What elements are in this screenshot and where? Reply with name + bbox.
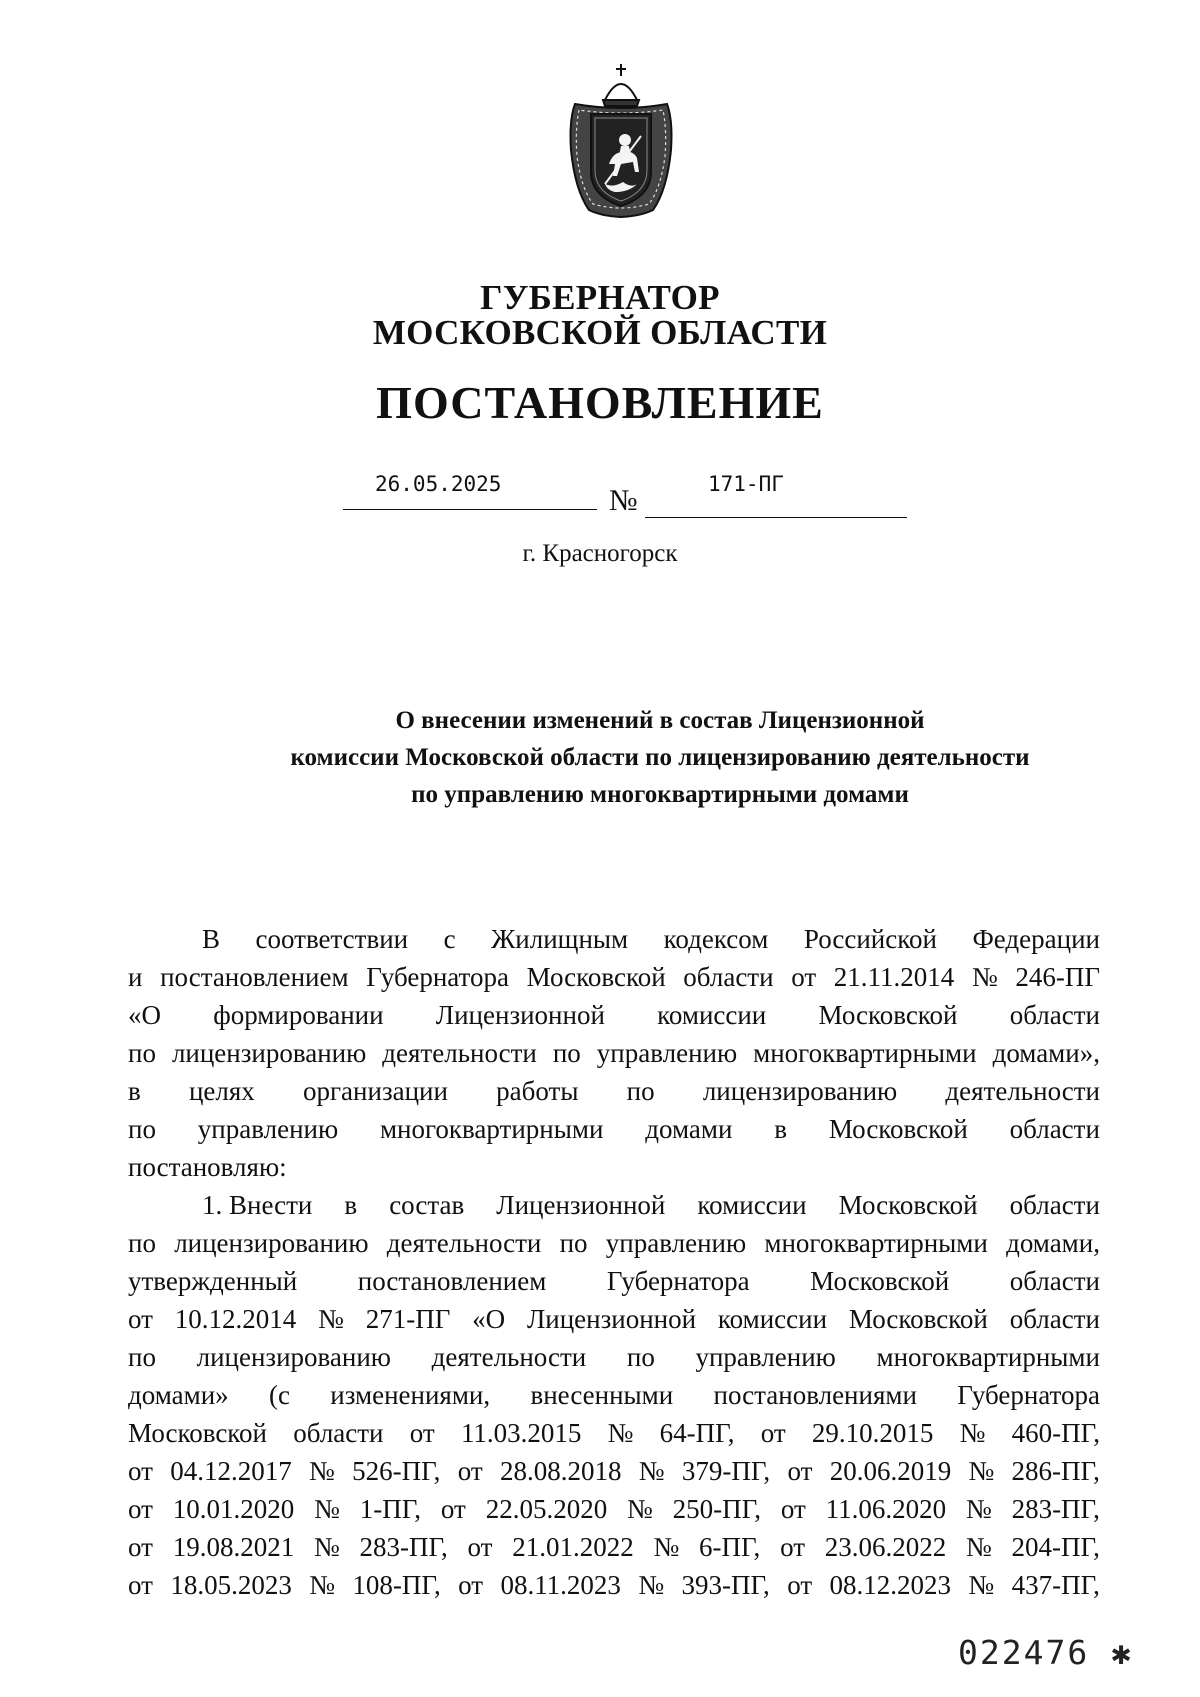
body-word: 437-ПГ, xyxy=(1011,1570,1100,1600)
body-word: деятельности xyxy=(431,1342,587,1372)
body-word: по xyxy=(128,1342,156,1372)
body-word: лицензированию xyxy=(174,1228,369,1258)
body-word: 18.05.2023 xyxy=(170,1570,292,1600)
body-word: «О xyxy=(128,1000,161,1030)
body-word: (с xyxy=(268,1380,290,1410)
body-word: управлению xyxy=(695,1342,836,1372)
body-word: 250-ПГ, xyxy=(672,1494,761,1524)
body-word: по xyxy=(559,1228,588,1258)
body-word: по xyxy=(128,1114,156,1144)
body-word: от xyxy=(787,1456,813,1486)
body-word: 283-ПГ, xyxy=(1011,1494,1100,1524)
body-word: Губернатора xyxy=(957,1380,1100,1410)
body-word: Московской xyxy=(526,962,666,992)
body-word: от xyxy=(780,1532,806,1562)
body-line xyxy=(128,1148,1100,1186)
body-line xyxy=(128,1072,1100,1110)
body-word: 460-ПГ, xyxy=(1011,1418,1100,1448)
body-word: 19.08.2021 xyxy=(172,1532,295,1562)
body-word: многоквартирными xyxy=(379,1114,604,1144)
body-line xyxy=(128,1262,1100,1300)
body-word: 526-ПГ, xyxy=(352,1456,441,1486)
body-word: от xyxy=(458,1570,484,1600)
body-line xyxy=(128,1110,1100,1148)
body-word: № xyxy=(653,1532,680,1562)
serial-number: 022476 ✱ xyxy=(958,1633,1133,1672)
body-word: Лицензионной xyxy=(526,1304,697,1334)
body-word: лицензированию xyxy=(196,1342,391,1372)
body-word: от xyxy=(128,1532,153,1562)
document-body xyxy=(128,920,1100,1604)
body-word: 23.06.2022 xyxy=(824,1532,947,1562)
body-word: Лицензионной xyxy=(435,1000,605,1030)
body-word: в xyxy=(128,1076,141,1106)
body-word: Российской xyxy=(803,924,937,954)
body-word: формировании xyxy=(213,1000,384,1030)
body-word: области xyxy=(1009,1266,1100,1296)
body-word: в xyxy=(774,1114,787,1144)
body-word: 1. Внести xyxy=(202,1190,313,1220)
body-word: Московской xyxy=(828,1114,968,1144)
document-type: ПОСТАНОВЛЕНИЕ xyxy=(376,377,824,428)
date-underline xyxy=(343,509,597,510)
body-word: № xyxy=(627,1494,653,1524)
body-word: области xyxy=(1009,1304,1100,1334)
body-line xyxy=(128,1338,1100,1376)
body-word: управлению xyxy=(605,1228,747,1258)
body-word: комиссии xyxy=(717,1304,828,1334)
body-word: соответствии xyxy=(255,924,409,954)
body-word: 11.03.2015 xyxy=(460,1418,582,1448)
moscow-oblast-coat-of-arms-icon xyxy=(561,60,681,220)
body-word: по xyxy=(128,1038,156,1068)
body-word: 393-ПГ, xyxy=(681,1570,770,1600)
body-word: 20.06.2019 xyxy=(829,1456,952,1486)
body-line xyxy=(128,1034,1100,1072)
body-word: № xyxy=(313,1532,340,1562)
body-word: от xyxy=(760,1418,786,1448)
body-word: № xyxy=(607,1418,634,1448)
body-word: 1-ПГ, xyxy=(359,1494,422,1524)
body-line xyxy=(128,1376,1100,1414)
body-word: комиссии xyxy=(657,1000,767,1030)
body-word: № xyxy=(968,1456,995,1486)
body-word: № xyxy=(638,1456,665,1486)
body-word: по xyxy=(626,1342,655,1372)
body-word: 21.11.2014 xyxy=(833,962,955,992)
body-line xyxy=(128,996,1100,1034)
body-word: Жилищным xyxy=(491,924,629,954)
body-word: многоквартирными xyxy=(764,1228,988,1258)
body-word: 11.06.2020 xyxy=(825,1494,947,1524)
body-line xyxy=(128,1224,1100,1262)
body-word: 08.11.2023 xyxy=(500,1570,621,1600)
body-line xyxy=(128,958,1100,996)
body-word: организации xyxy=(302,1076,448,1106)
body-word: домами, xyxy=(1006,1228,1100,1258)
body-word: постановлением xyxy=(160,962,349,992)
body-word: Федерации xyxy=(972,924,1100,954)
body-word: домами», xyxy=(992,1038,1100,1068)
body-word: 22.05.2020 xyxy=(485,1494,608,1524)
body-word: от xyxy=(440,1494,466,1524)
body-word: от xyxy=(467,1532,493,1562)
body-word: деятельности xyxy=(945,1076,1100,1106)
body-word: области xyxy=(1009,1000,1100,1030)
body-word: области xyxy=(1009,1114,1100,1144)
body-word: и xyxy=(128,962,143,992)
body-word: утвержденный xyxy=(128,1266,298,1296)
body-word: от xyxy=(128,1456,153,1486)
body-word: от xyxy=(128,1570,153,1600)
document-title-line: О внесении изменений в состав Лицензионной xyxy=(395,707,925,734)
body-word: в xyxy=(344,1190,358,1220)
body-word: по xyxy=(128,1228,156,1258)
body-word: области xyxy=(683,962,774,992)
body-word: 246-ПГ xyxy=(1015,962,1100,992)
document-number: 171-ПГ xyxy=(708,472,784,496)
body-word: 04.12.2017 xyxy=(170,1456,292,1486)
body-line xyxy=(128,1414,1100,1452)
body-word: № xyxy=(968,1570,995,1600)
body-word: 21.01.2022 xyxy=(512,1532,634,1562)
body-line xyxy=(128,1300,1100,1338)
body-word: 10.12.2014 xyxy=(174,1304,297,1334)
body-word: 108-ПГ, xyxy=(352,1570,441,1600)
body-word: работы xyxy=(496,1076,579,1106)
body-word: Губернатора xyxy=(606,1266,750,1296)
body-word: от xyxy=(787,1570,813,1600)
body-word: области xyxy=(293,1418,384,1448)
body-word: 286-ПГ, xyxy=(1011,1456,1100,1486)
body-word: от xyxy=(780,1494,806,1524)
body-word: Московской xyxy=(810,1266,950,1296)
body-word: 283-ПГ, xyxy=(359,1532,448,1562)
document-title-line: по управлению многоквартирными домами xyxy=(411,781,909,808)
body-word: от xyxy=(128,1304,153,1334)
body-word: 29.10.2015 xyxy=(811,1418,934,1448)
body-line xyxy=(128,1528,1100,1566)
body-word: домами» xyxy=(128,1380,229,1410)
body-word: изменениями, xyxy=(330,1380,491,1410)
body-word: № xyxy=(965,1494,992,1524)
body-line xyxy=(128,1186,1100,1224)
body-word: № xyxy=(971,962,998,992)
body-word: внесенными xyxy=(530,1380,674,1410)
body-line xyxy=(128,1566,1100,1604)
body-word: Московской xyxy=(838,1190,978,1220)
authority-name-line2: МОСКОВСКОЙ ОБЛАСТИ xyxy=(372,313,828,352)
body-word: от xyxy=(409,1418,435,1448)
body-word: 08.12.2023 xyxy=(829,1570,952,1600)
body-word: 28.08.2018 xyxy=(499,1456,622,1486)
body-word: № xyxy=(959,1418,986,1448)
body-word: 271-ПГ xyxy=(365,1304,451,1334)
body-word: с xyxy=(443,924,456,954)
body-word: Московской xyxy=(128,1418,268,1448)
body-word: № xyxy=(318,1304,344,1334)
body-word: Губернатора xyxy=(366,962,509,992)
body-word: 64-ПГ, xyxy=(659,1418,735,1448)
body-word: по xyxy=(552,1038,581,1068)
body-word: деятельности xyxy=(382,1038,537,1068)
document-title-line: комиссии Московской области по лицензированию деятельности xyxy=(290,744,1030,771)
body-word: 379-ПГ, xyxy=(681,1456,771,1486)
body-word: управлению xyxy=(596,1038,738,1068)
body-line xyxy=(128,920,1100,958)
number-sign: № xyxy=(609,484,638,517)
document-title xyxy=(210,702,1110,813)
body-word: постановлением xyxy=(357,1266,547,1296)
body-word: домами xyxy=(645,1114,733,1144)
body-word: по xyxy=(626,1076,655,1106)
body-word: от xyxy=(128,1494,153,1524)
body-word: В xyxy=(202,924,221,954)
body-word: лицензированию xyxy=(702,1076,898,1106)
body-word: № xyxy=(966,1532,992,1562)
body-word: Московской xyxy=(818,1000,958,1030)
body-word: от xyxy=(791,962,817,992)
body-word: № xyxy=(309,1570,335,1600)
authority-name-line1: ГУБЕРНАТОР xyxy=(480,278,720,317)
body-word: «О xyxy=(472,1304,506,1334)
body-word: 204-ПГ, xyxy=(1011,1532,1100,1562)
body-word: 6-ПГ, xyxy=(699,1532,761,1562)
body-word: состав xyxy=(389,1190,465,1220)
number-underline xyxy=(645,517,907,518)
body-word: 10.01.2020 xyxy=(172,1494,295,1524)
body-word: многоквартирными xyxy=(753,1038,977,1068)
document-date: 26.05.2025 xyxy=(375,472,502,496)
body-word: постановляю: xyxy=(128,1152,287,1182)
body-word: Московской xyxy=(848,1304,988,1334)
body-word: многоквартирными xyxy=(876,1342,1100,1372)
body-word: целях xyxy=(188,1076,255,1106)
body-word: управлению xyxy=(197,1114,339,1144)
body-word: от xyxy=(457,1456,483,1486)
body-word: лицензированию xyxy=(171,1038,367,1068)
body-line xyxy=(128,1452,1100,1490)
body-line xyxy=(128,1490,1100,1528)
body-word: деятельности xyxy=(386,1228,542,1258)
body-word: № xyxy=(314,1494,340,1524)
body-word: Лицензионной xyxy=(496,1190,666,1220)
body-word: № xyxy=(309,1456,335,1486)
body-word: постановлениями xyxy=(713,1380,917,1410)
body-word: комиссии xyxy=(697,1190,807,1220)
body-word: области xyxy=(1009,1190,1100,1220)
document-city: г. Красногорск xyxy=(522,540,678,567)
body-word: № xyxy=(638,1570,665,1600)
body-word: кодексом xyxy=(663,924,769,954)
